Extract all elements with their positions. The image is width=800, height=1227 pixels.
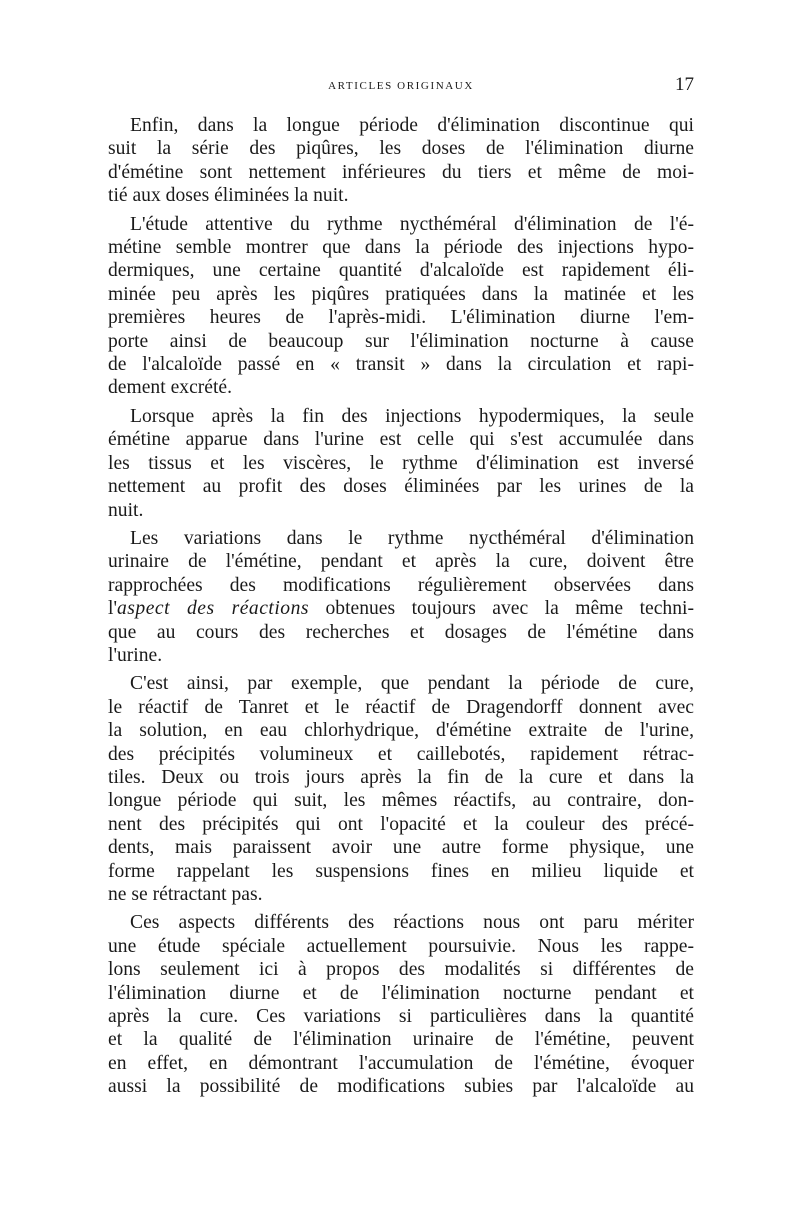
- text-line: rapprochées des modifications régulièrement observées dans: [108, 574, 694, 596]
- text-line: émétine apparue dans l'urine est celle qui s'est accumulée dans: [108, 429, 694, 451]
- text-line: après la cure. Ces variations si particulières dans la quantité: [108, 1006, 694, 1028]
- text-line: l'élimination diurne et de l'élimination nocturne pendant et: [108, 982, 694, 1004]
- text-line: une étude spéciale actuellement poursuivie. Nous les rappe-: [108, 935, 694, 957]
- text-line: forme rappelant les suspensions fines en milieu liquide et: [108, 860, 694, 882]
- paragraph-6: [108, 911, 694, 1098]
- text-line: ne se rétractant pas.: [108, 884, 263, 905]
- text-fragment: obtenues toujours avec la même techni-: [309, 598, 694, 620]
- text-line: le réactif de Tanret et le réactif de Dragendorff donnent avec: [108, 696, 694, 718]
- text-line: nent des précipités qui ont l'opacité et la couleur des précé-: [108, 813, 694, 835]
- text-line: porte ainsi de beaucoup sur l'élimination nocturne à cause: [108, 330, 694, 352]
- text-line: premières heures de l'après-midi. L'élimination diurne l'em-: [108, 307, 694, 329]
- text-line: Lorsque après la fin des injections hypodermiques, la seule: [130, 405, 694, 427]
- text-line: dermiques, une certaine quantité d'alcaloïde est rapidement éli-: [108, 260, 694, 282]
- text-line: métine semble montrer que dans la période des injections hypo-: [108, 237, 694, 259]
- paragraph-3: [108, 405, 694, 522]
- text-line: tiles. Deux ou trois jours après la fin de la cure et dans la: [108, 766, 694, 788]
- text-line: dement excrété.: [108, 377, 233, 399]
- text-line: des précipités volumineux et caillebotés, rapidement rétrac-: [108, 743, 694, 765]
- text-line: nettement au profit des doses éliminées par les urines de la: [108, 476, 694, 498]
- text-line: l'urine.: [108, 644, 163, 666]
- text-line: les tissus et les viscères, le rythme d'élimination est inversé: [108, 452, 694, 474]
- running-title: ARTICLES ORIGINAUX: [328, 80, 474, 92]
- paragraph-2: [108, 213, 694, 400]
- text-line: et la qualité de l'élimination urinaire de l'émétine, peuvent: [108, 1029, 694, 1051]
- text-line: de l'alcaloïde passé en « transit » dans la circulation et rapi-: [108, 354, 694, 376]
- text-line: aussi la possibilité de modifications subies par l'alcaloïde au: [108, 1076, 694, 1098]
- text-line-mixed: [108, 597, 694, 620]
- text-line: suit la série des piqûres, les doses de l'élimination diurne: [108, 138, 694, 160]
- text-line: tié aux doses éliminées la nuit.: [108, 185, 349, 207]
- paragraph-4: [108, 527, 694, 667]
- text-line: que au cours des recherches et dosages de l'émétine dans: [108, 621, 694, 643]
- text-line: Ces aspects différents des réactions nous ont paru mériter: [130, 912, 694, 934]
- document-page: [108, 0, 694, 1098]
- body-text: [108, 114, 694, 1104]
- text-line: minée peu après les piqûres pratiquées dans la matinée et les: [108, 283, 694, 305]
- text-line: Les variations dans le rythme nycthéméral d'élimination: [130, 527, 694, 549]
- paragraph-1: [108, 114, 694, 208]
- text-line: lons seulement ici à propos des modalités si différentes de: [108, 959, 694, 981]
- text-line: L'étude attentive du rythme nycthéméral d'élimination de l'é-: [130, 213, 694, 235]
- text-line: nuit.: [108, 499, 144, 521]
- text-fragment: l': [108, 598, 117, 620]
- page-number: 17: [675, 74, 694, 95]
- text-line: longue période qui suit, les mêmes réactifs, au contraire, don-: [108, 790, 694, 812]
- text-line: en effet, en démontrant l'accumulation de l'émétine, évoquer: [108, 1052, 694, 1074]
- text-line: dents, mais paraissent avoir une autre forme physique, une: [108, 837, 694, 859]
- text-line: la solution, en eau chlorhydrique, d'émétine extraite de l'urine,: [108, 720, 694, 742]
- running-header: [108, 0, 694, 104]
- text-line: Enfin, dans la longue période d'élimination discontinue qui: [130, 115, 694, 136]
- paragraph-5: [108, 672, 694, 906]
- text-line: d'émétine sont nettement inférieures du tiers et même de moi-: [108, 161, 694, 183]
- text-line: C'est ainsi, par exemple, que pendant la période de cure,: [130, 673, 694, 695]
- italic-emphasis: aspect des réactions: [116, 598, 310, 620]
- text-line: urinaire de l'émétine, pendant et après la cure, doivent être: [108, 551, 694, 573]
